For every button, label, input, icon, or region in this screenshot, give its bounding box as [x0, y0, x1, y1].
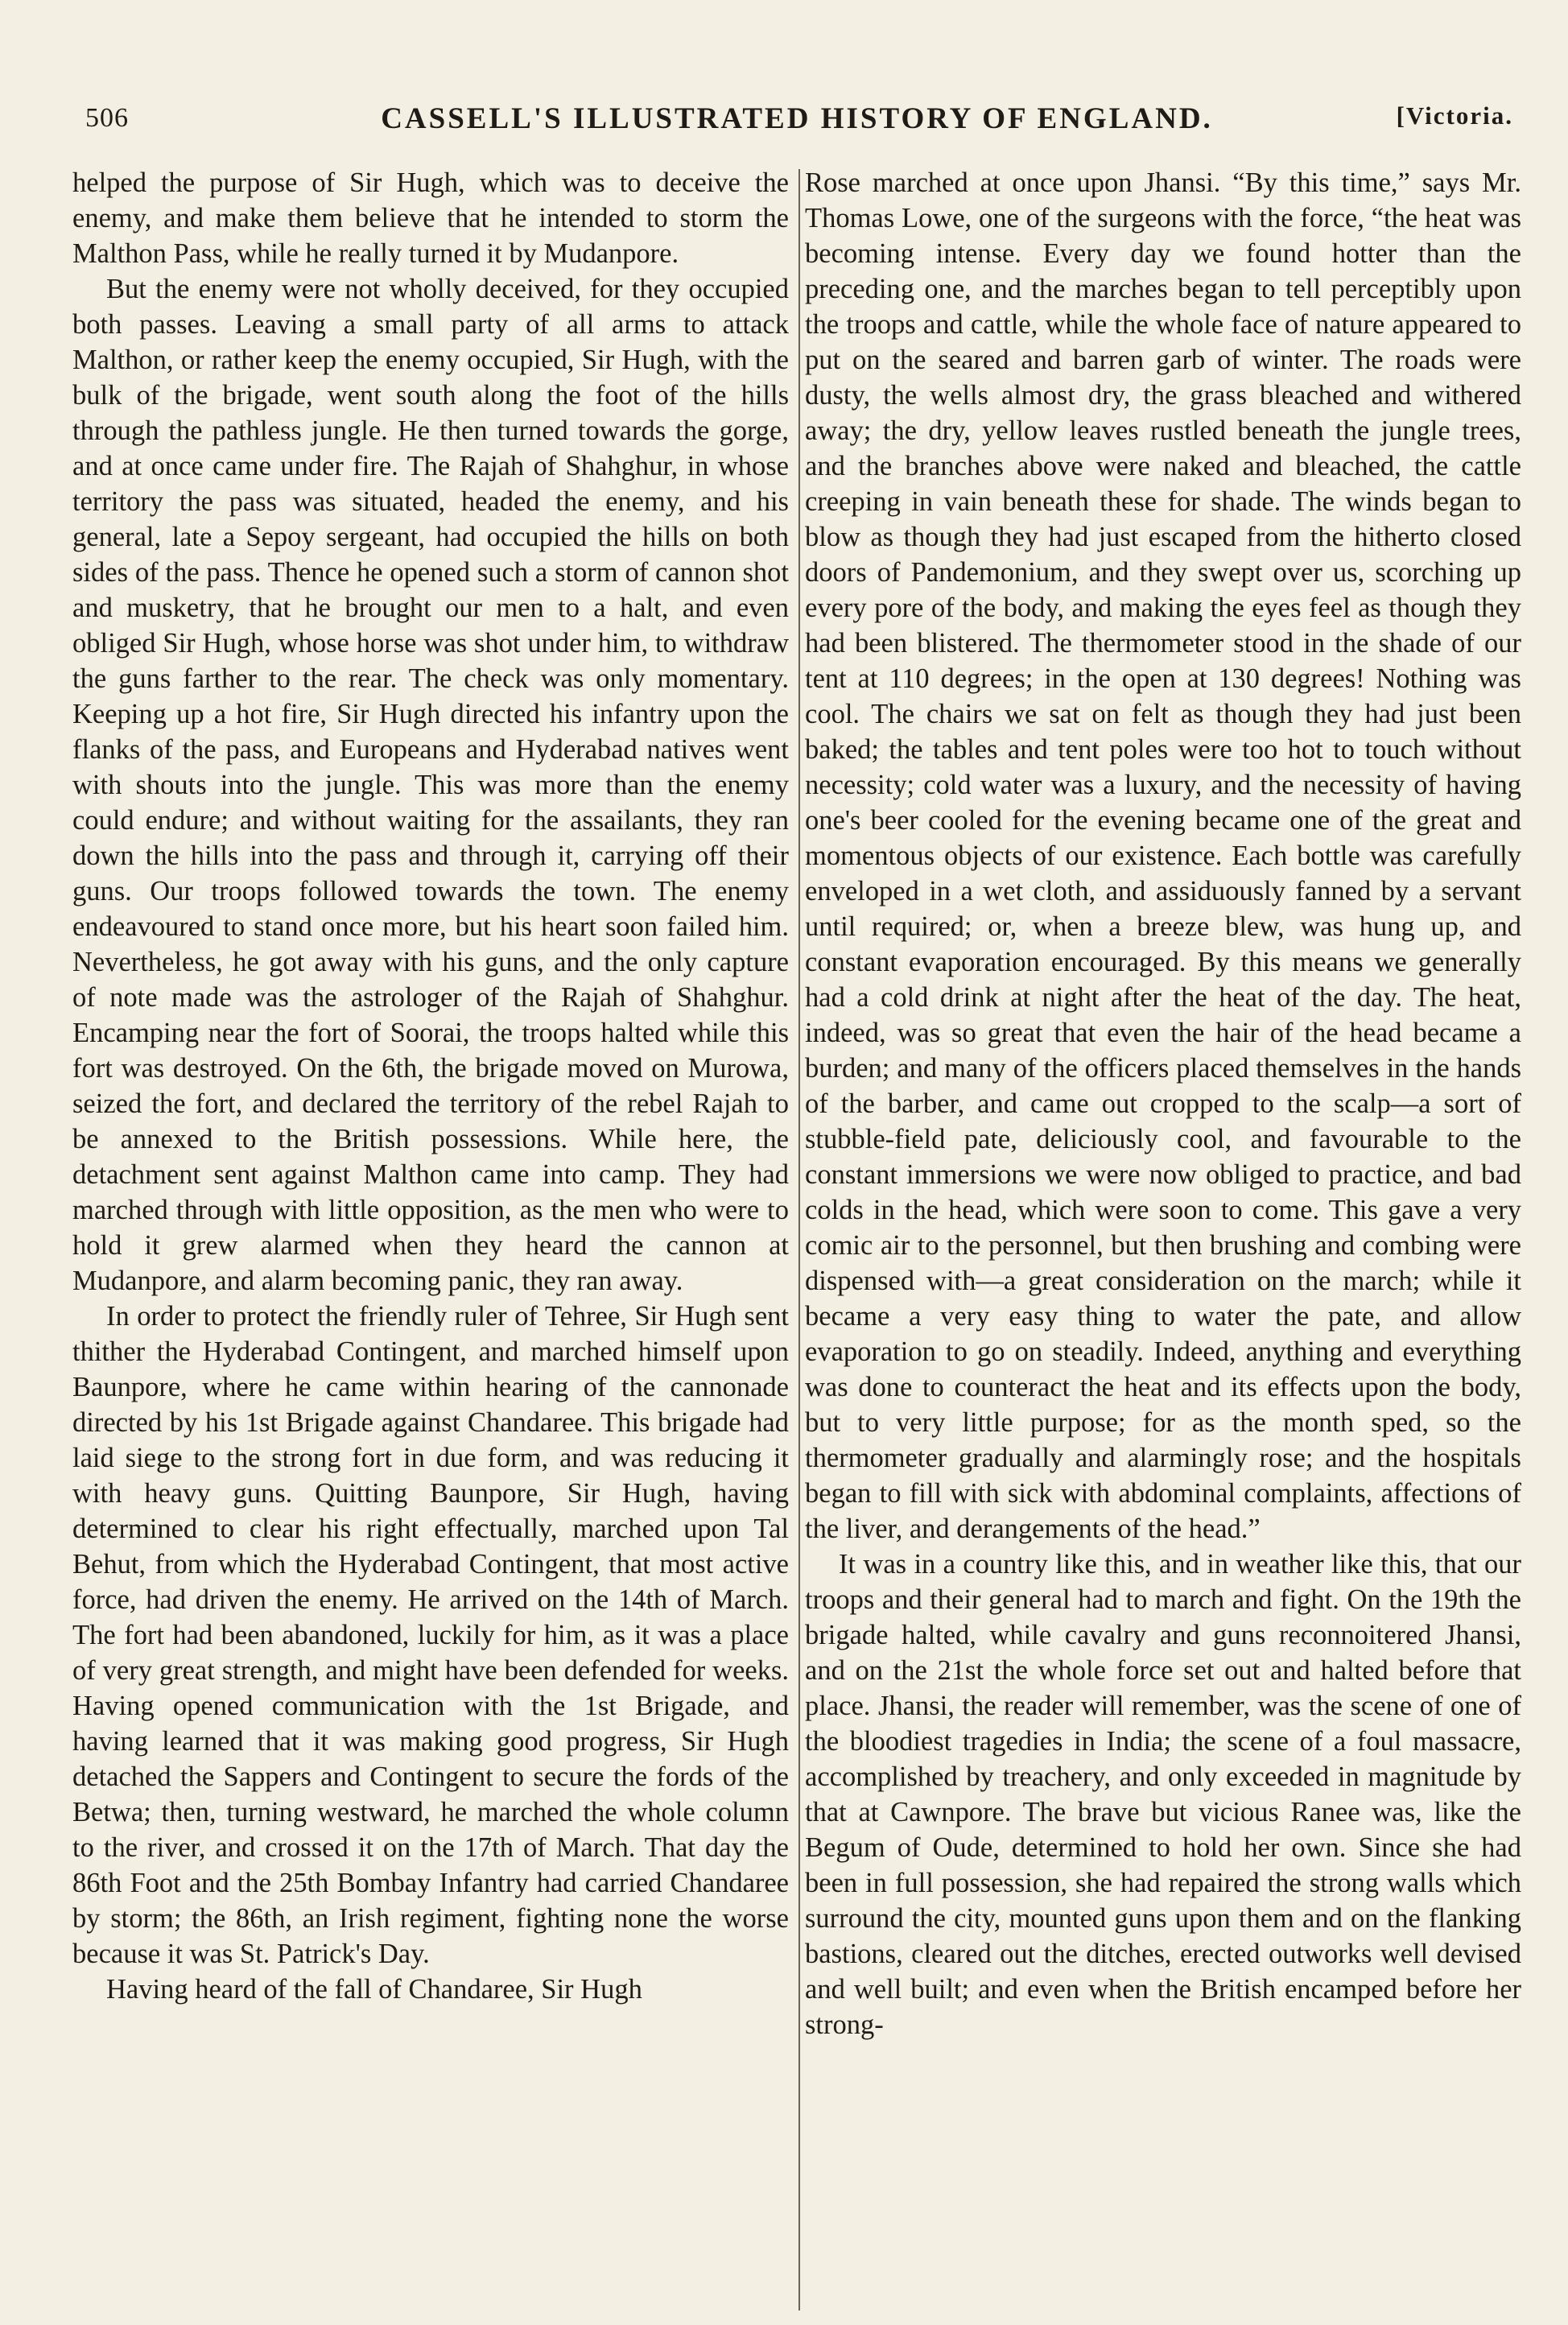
paragraph: It was in a country like this, and in weather like this, that our troops and their general had to march and fight. On the 19th the brigade halted, while cavalry and guns reconnoitered Jhansi, and on the 21st the whole force set out and halted before that place. Jhansi, the reader will remember, was the scene of one of the bloodiest tragedies in India; the scene of a foul massacre, accomplished by treachery, and only exceeded in magnitude by that at Cawnpore. The brave but vicious Ranee was, like the Begum of Oude, determined to hold her own. Since she had been in full possession, she had repaired the strong walls which surround the city, mounted guns upon them and on the flanking bastions, cleared out the ditches, erected outworks well devised and well built; and even when the British encamped before her strong-	[805, 1549, 1521, 2040]
column-divider	[798, 169, 800, 2311]
paragraph: Rose marched at once upon Jhansi. “By this time,” says Mr. Thomas Lowe, one of the surgeons with the force, “the heat was becoming intense. Every day we found hotter than the preceding one, and the marches began to tell perceptibly upon the troops and cattle, while the whole face of nature appeared to put on the seared and barren garb of winter. The roads were dusty, the wells almost dry, the grass bleached and withered away; the dry, yellow leaves rustled beneath the jungle trees, and the branches above were naked and bleached, the cattle creeping in vain beneath these for shade. The winds began to blow as though they had just escaped from the hitherto closed doors of Pandemonium, and they swept over us, scorching up every pore of the body, and making the eyes feel as though they had been blistered. The thermometer stood in the shade of our tent at 110 degrees; in the open at 130 degrees! Nothing was cool. The chairs we sat on felt as though they had just been baked; the tables and tent poles were too hot to touch without necessity; cold water was a luxury, and the necessity of having one's beer cooled for the evening became one of the great and momentous objects of our existence. Each bottle was carefully enveloped in a wet cloth, and assiduously fanned by a servant until required; or, when a breeze blew, was hung up, and constant evaporation encouraged. By this means we generally had a cold drink at night after the heat of the day. The heat, indeed, was so great that even the hair of the head became a burden; and many of the officers placed themselves in the hands of the barber, and came out cropped to the scalp—a sort of stubble-field pate, deliciously cool, and favourable to the constant immersions we were now obliged to practice, and bad colds in the head, which were soon to come. This gave a very comic air to the personnel, but then brushing and combing were dispensed with—a great consideration on the march; while it became a very easy thing to water the pate, and allow evaporation to go on steadily. Indeed, anything and everything was done to counteract the heat and its effects upon the body, but to very little purpose; for as the month sped, so the thermometer gradually and alarmingly rose; and the hospitals began to fill with sick with abdominal complaints, affections of the liver, and derangements of the head.”	[805, 167, 1521, 1544]
paragraph: But the enemy were not wholly deceived, for they occupied both passes. Leaving a small party of all arms to attack Malthon, or rather keep the enemy occupied, Sir Hugh, with the bulk of the brigade, went south along the foot of the hills through the pathless jungle. He then turned towards the gorge, and at once came under fire. The Rajah of Shahghur, in whose territory the pass was situated, headed the enemy, and his general, late a Sepoy sergeant, had occupied the hills on both sides of the pass. Thence he opened such a storm of cannon shot and musketry, that he brought our men to a halt, and even obliged Sir Hugh, whose horse was shot under him, to withdraw the guns farther to the rear. The check was only momentary. Keeping up a hot fire, Sir Hugh directed his infantry upon the flanks of the pass, and Europeans and Hyderabad natives went with shouts into the jungle. This was more than the enemy could endure; and without waiting for the assailants, they ran down the hills into the pass and through it, carrying off their guns. Our troops followed towards the town. The enemy endeavoured to stand once more, but his heart soon failed him. Nevertheless, he got away with his guns, and the only capture of note made was the astrologer of the Rajah of Shahghur. Encamping near the fort of Soorai, the troops halted while this fort was destroyed. On the 6th, the brigade moved on Murowa, seized the fort, and declared the territory of the rebel Rajah to be annexed to the British possessions. While here, the detachment sent against Malthon came into camp. They had marched through with little opposition, as the men who were to hold it grew alarmed when they heard the cannon at Mudanpore, and alarm becoming panic, they ran away.	[72, 274, 789, 1296]
paragraph: In order to protect the friendly ruler of Tehree, Sir Hugh sent thither the Hyderabad Contingent, and marched himself upon Baunpore, where he came within hearing of the cannonade directed by his 1st Brigade against Chandaree. This brigade had laid siege to the strong fort in due form, and was reducing it with heavy guns. Quitting Baunpore, Sir Hugh, having determined to clear his right effectually, marched upon Tal Behut, from which the Hyderabad Contingent, that most active force, had driven the enemy. He arrived on the 14th of March. The fort had been abandoned, luckily for him, as it was a place of very great strength, and might have been defended for weeks. Having opened communication with the 1st Brigade, and having learned that it was making good progress, Sir Hugh detached the Sappers and Contingent to secure the fords of the Betwa; then, turning westward, he marched the whole column to the river, and crossed it on the 17th of March. That day the 86th Foot and the 25th Bombay Infantry had carried Chandaree by storm; the 86th, an Irish regiment, fighting none the worse because it was St. Patrick's Day.	[72, 1301, 789, 1969]
page-header	[80, 95, 1513, 143]
page-number: 506	[85, 103, 129, 133]
running-title: CASSELL'S ILLUSTRATED HISTORY OF ENGLAND.	[381, 102, 1213, 135]
paragraph: helped the purpose of Sir Hugh, which was to deceive the enemy, and make them believe that he intended to storm the Malthon Pass, while he really turned it by Mudanpore.	[72, 167, 789, 269]
left-column	[72, 165, 789, 2007]
section-tag: [Victoria.	[1396, 101, 1513, 130]
right-column	[805, 165, 1521, 2042]
paragraph: Having heard of the fall of Chandaree, Sir Hugh	[106, 1974, 642, 2005]
